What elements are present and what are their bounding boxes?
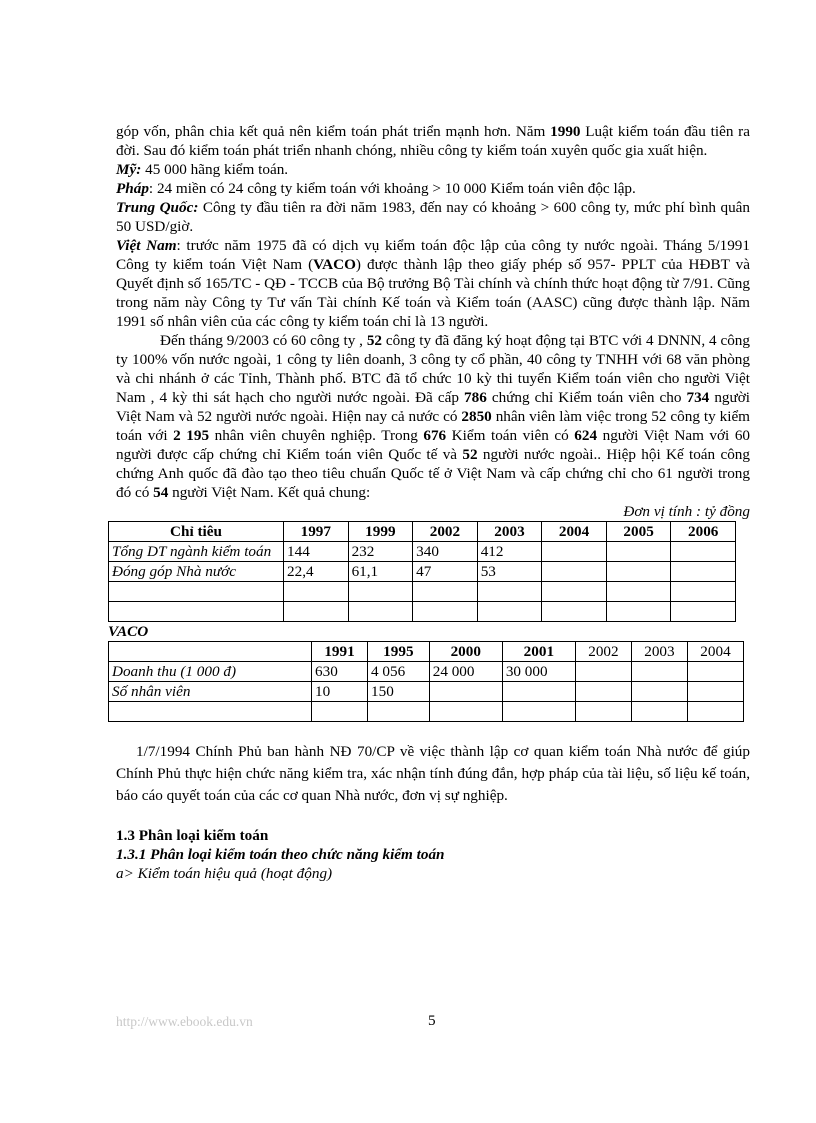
table-row-empty — [109, 582, 736, 602]
table-cell: Số nhân viên — [109, 682, 312, 702]
document-page — [108, 122, 751, 883]
footer-url: http://www.ebook.edu.vn — [116, 1014, 253, 1029]
table-cell — [631, 682, 687, 702]
viet-nam-paragraph: Việt Nam: trước năm 1975 đã có dịch vụ kiểm toán độc lập của công ty nước ngoài. Tháng 5/1991 Công ty kiểm toán Việt Nam (VACO) được thành lập theo giấy phép số 957- PPLT của HĐBT và Quyết định số 165/TC - QĐ - TCCB của Bộ trưởng Bộ Tài chính và chính thức hoạt động từ 7/91. Cũng trong năm này Công ty Tư vấn Tài chính Kế toán và Kiểm toán (AASC) cũng được thành lập. Năm 1991 số nhân viên của các công ty kiểm toán chỉ là 13 người. — [116, 237, 750, 330]
table-cell: 10 — [312, 682, 368, 702]
table-cell — [575, 682, 631, 702]
table-cell — [575, 662, 631, 682]
table-cell: 144 — [284, 542, 349, 562]
table-cell: 22,4 — [284, 562, 349, 582]
subsection-a: a> Kiểm toán hiệu quả (hoạt động) — [116, 865, 333, 882]
table-cell — [687, 662, 743, 682]
vaco-label: VACO — [108, 623, 149, 640]
table-cell — [631, 662, 687, 682]
table-header-cell: 2000 — [429, 642, 502, 662]
section-heading-1-3-1: 1.3.1 Phân loại kiểm toán theo chức năng kiểm toán — [116, 846, 445, 863]
table-header-row — [109, 522, 736, 542]
table-cell: 24 000 — [429, 662, 502, 682]
trung-quoc-paragraph: Trung Quốc: Công ty đầu tiên ra đời năm 1983, đến nay có khoảng > 600 công ty, mức phí bình quân 50 USD/giờ. — [116, 199, 750, 235]
table-header-cell: 2005 — [606, 522, 671, 542]
table-cell — [542, 562, 607, 582]
section-heading-1-3: 1.3 Phân loại kiểm toán — [116, 827, 269, 844]
table-header-cell — [109, 642, 312, 662]
table-header-cell: 1995 — [368, 642, 430, 662]
table-cell: 53 — [477, 562, 542, 582]
table-header-cell: Chỉ tiêu — [109, 522, 284, 542]
phap-line: Pháp: 24 miền có 24 công ty kiểm toán với khoảng > 10 000 Kiểm toán viên độc lập. — [116, 180, 636, 197]
table-cell — [671, 562, 736, 582]
table-cell: 30 000 — [502, 662, 575, 682]
table-cell: Doanh thu (1 000 đ) — [109, 662, 312, 682]
table-header-cell: 2006 — [671, 522, 736, 542]
table-cell — [671, 542, 736, 562]
table-cell: 630 — [312, 662, 368, 682]
table-header-cell: 1991 — [312, 642, 368, 662]
table-cell: 61,1 — [348, 562, 413, 582]
table-cell — [429, 682, 502, 702]
table-row — [109, 562, 736, 582]
table-header-cell: 1999 — [348, 522, 413, 542]
table-row-empty — [109, 602, 736, 622]
table-cell: 412 — [477, 542, 542, 562]
vaco-table — [108, 641, 744, 722]
table-header-cell: 2003 — [631, 642, 687, 662]
table-row — [109, 662, 744, 682]
table-cell — [606, 542, 671, 562]
intro-paragraph: góp vốn, phân chia kết quả nên kiểm toán phát triển mạnh hơn. Năm 1990 Luật kiểm toán đầu tiên ra đời. Sau đó kiểm toán phát triển nhanh chóng, nhiều công ty kiểm toán xuyên quốc gia xuất hiện. — [116, 123, 750, 159]
table-cell — [542, 542, 607, 562]
table-row — [109, 542, 736, 562]
table-cell: 340 — [413, 542, 478, 562]
table-cell: 150 — [368, 682, 430, 702]
table-header-cell: 2002 — [413, 522, 478, 542]
unit-label: Đơn vị tính : tỷ đồng — [623, 503, 750, 520]
table-cell: 47 — [413, 562, 478, 582]
table-cell — [687, 682, 743, 702]
table-cell: 232 — [348, 542, 413, 562]
table-header-row — [109, 642, 744, 662]
table-row-empty — [109, 702, 744, 722]
decree-paragraph: 1/7/1994 Chính Phủ ban hành NĐ 70/CP về việc thành lập cơ quan kiểm toán Nhà nước để giúp Chính Phủ thực hiện chức năng kiểm tra, xác nhận tính đúng đắn, hợp pháp của tài liệu, số liệu kế toán, báo cáo quyết toán của các cơ quan Nhà nước, đơn vị sự nghiệp. — [116, 743, 750, 804]
table-header-cell: 2004 — [687, 642, 743, 662]
statistics-paragraph: Đến tháng 9/2003 có 60 công ty , 52 công ty đã đăng ký hoạt động tại BTC với 4 DNNN, 4 công ty 100% vốn nước ngoài, 1 công ty liên doanh, 3 công ty cổ phần, 40 công ty TNHH với 68 văn phòng và chi nhánh ở các Tỉnh, Thành phố. BTC đã tổ chức 10 kỳ thi tuyển Kiểm toán viên cho người Việt Nam , 4 kỳ thi sát hạch cho người nước ngoài. Đã cấp 786 chứng chỉ Kiểm toán viên cho 734 người Việt Nam và 52 người nước ngoài. Hiện nay cả nước có 2850 nhân viên làm việc trong 52 công ty kiểm toán với 2 195 nhân viên chuyên nghiệp. Trong 676 Kiểm toán viên có 624 người Việt Nam với 60 người được cấp chứng chỉ Kiểm toán viên Quốc tế và 52 người nước ngoài.. Hiệp hội Kế toán công chứng Anh quốc đã đào tạo theo tiêu chuẩn Quốc tế ở Việt Nam và cấp chứng chỉ cho 61 người trong đó có 54 người Việt Nam. Kết quả chung: — [116, 332, 751, 501]
table-header-cell: 2002 — [575, 642, 631, 662]
table-cell — [502, 682, 575, 702]
table-header-cell: 2003 — [477, 522, 542, 542]
industry-revenue-table — [108, 521, 736, 622]
table-row — [109, 682, 744, 702]
table-header-cell: 1997 — [284, 522, 349, 542]
my-line: Mỹ: 45 000 hãng kiểm toán. — [116, 161, 289, 178]
page-number: 5 — [428, 1012, 436, 1029]
table-cell: 4 056 — [368, 662, 430, 682]
table-cell — [606, 562, 671, 582]
table-cell: Đóng góp Nhà nước — [109, 562, 284, 582]
table-header-cell: 2004 — [542, 522, 607, 542]
table-cell: Tổng DT ngành kiểm toán — [109, 542, 284, 562]
table-header-cell: 2001 — [502, 642, 575, 662]
